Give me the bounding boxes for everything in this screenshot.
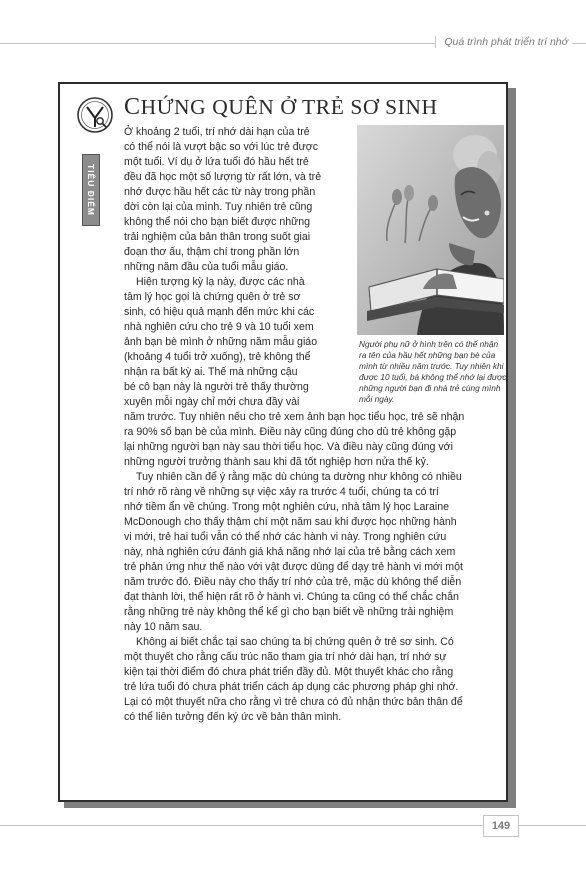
text-line: nhớ tiềm ẩn về chúng. Trong một nghiên cứu, nhà tâm lý học Laraine	[124, 501, 449, 513]
text-line: trải nghiệm của bản thân trong suốt giai	[124, 231, 311, 243]
text-line: rằng những trẻ này không thể kể gì cho bạn biết về những trải nghiệm	[124, 606, 454, 618]
text-line: Hiện tượng kỳ lạ này, được các nhà	[136, 276, 305, 288]
text-line: đời còn lại của mình. Tuy nhiên trẻ cũng	[124, 201, 313, 213]
title-initial: C	[124, 94, 141, 120]
text-line: những năm đầu của tuổi mẫu giáo.	[124, 261, 289, 273]
text-line: nhà nghiên cứu cho trẻ 9 và 10 tuổi xem	[124, 321, 314, 333]
photo-caption: Người phụ nữ ở hình trên có thể nhận ra tên của hầu hết những bạn bè của mình từ nhiều năm trước. Tuy nhiên khi được 10 tuổi, bà không thể nhớ lại được những người bạn đi nhà trẻ cùng mình mỗi ngày.	[359, 339, 507, 405]
text-line: trí nhớ rõ ràng về những sự việc xảy ra trước 4 tuổi, chúng ta có trí	[124, 486, 439, 498]
text-line: này, nhà nghiên cứu đánh giá khả năng nhớ lại của trẻ bằng cách xem	[124, 546, 456, 558]
text-line: nhớ được hầu hết các từ này trong phần	[124, 186, 316, 198]
focus-box	[58, 82, 508, 802]
title-rest: HỨNG QUÊN Ở TRẺ SƠ SINH	[140, 95, 438, 119]
text-line: trẻ phản ứng như thế nào với vật được dùng để dạy trẻ hành vi mới một	[124, 561, 463, 573]
text-line: một thuyết cho rằng cấu trúc não tham gia trí nhớ dài hạn, trí nhớ sự	[124, 651, 447, 663]
text-line: (khoảng 4 tuổi trở xuống), trẻ không thể	[124, 351, 311, 363]
text-line: McDonough cho thấy thậm chí một năm sau khi được học những hành	[124, 516, 457, 528]
text-line: Ở khoảng 2 tuổi, trí nhớ dài hạn của trẻ	[124, 126, 310, 138]
text-line: Không ai biết chắc tại sao chúng ta bị chứng quên ở trẻ sơ sinh. Có	[136, 636, 454, 648]
text-line: vi mới, trẻ hai tuổi vẫn có thể nhớ các hành vi này. Trong nghiên cứu	[124, 531, 447, 543]
text-line: ảnh bạn bè mình ở những năm mẫu giáo	[124, 336, 318, 348]
text-line: đều đã học một số lượng từ rất lớn, và trẻ	[124, 171, 322, 183]
text-line: ra 90% số bạn bè của mình. Điều này cũng đúng cho dù trẻ không gặp	[124, 426, 457, 438]
text-line: năm trước đó. Điều này cho thấy trí nhớ của trẻ, mặc dù không thể diễn	[124, 576, 462, 588]
text-line: đạt thành lời, thể hiện rất rõ ở hành vi. Chúng ta cũng có thể chắc chắn	[124, 591, 459, 603]
text-line: lại những người bạn này sau thời tiểu học. Và điều này cũng đúng với	[124, 441, 453, 453]
text-line: không thể nói cho bạn biết được những	[124, 216, 311, 228]
text-line: đoạn thơ ấu, thậm chí trong phần lớn	[124, 246, 300, 258]
running-header: Quá trình phát triển trí nhớ	[435, 36, 572, 48]
text-line: có thể liên tưởng đến ký ức về bản thân mình.	[124, 711, 342, 723]
text-line: bé cô bạn này là người trẻ thấy thường	[124, 381, 309, 393]
text-line: trẻ lứa tuổi đó chưa phát triển cách áp dụng các phương pháp ghi nhớ.	[124, 681, 459, 693]
text-line: Lại có một thuyết nữa cho rằng vì trẻ chưa có đủ nhận thức bản thân để	[124, 696, 463, 708]
page-number: 149	[483, 815, 519, 837]
text-line: kiện tại thời điểm đó chưa phát triển đầy đủ. Một thuyết khác cho rằng	[124, 666, 454, 678]
text-line: Tuy nhiên cần để ý rằng mặc dù chúng ta dường như không có nhiều	[136, 471, 462, 483]
text-line: tâm lý học gọi là chứng quên ở trẻ sơ	[124, 291, 301, 303]
text-line: này 10 năm sau.	[124, 621, 203, 633]
text-line: nhận ra bất kỳ ai. Thế mà những cậu	[124, 366, 298, 378]
side-tab-label: TIÊU ĐIỂM	[86, 164, 96, 216]
box-title	[124, 94, 438, 121]
side-tab	[82, 154, 100, 226]
text-line: xuyên mỗi ngày chỉ mới chưa đầy vài	[124, 396, 300, 408]
body-text	[124, 125, 464, 725]
text-line: sinh, có hiệu quả mạnh đến mức khi các	[124, 306, 315, 318]
text-line: có thể nói là vượt bậc so với lúc trẻ được	[124, 141, 319, 153]
text-line: một tuổi. Ví dụ ở lứa tuổi đó hầu hết trẻ	[124, 156, 309, 168]
psychology-logo-icon	[76, 96, 114, 134]
text-line: năm trước. Tuy nhiên nếu cho trẻ xem ảnh bạn học tiểu học, trẻ sẽ nhận	[124, 411, 465, 423]
text-line: những người trưởng thành sau khi đã tốt nghiệp hơn nửa thế kỷ.	[124, 456, 429, 468]
